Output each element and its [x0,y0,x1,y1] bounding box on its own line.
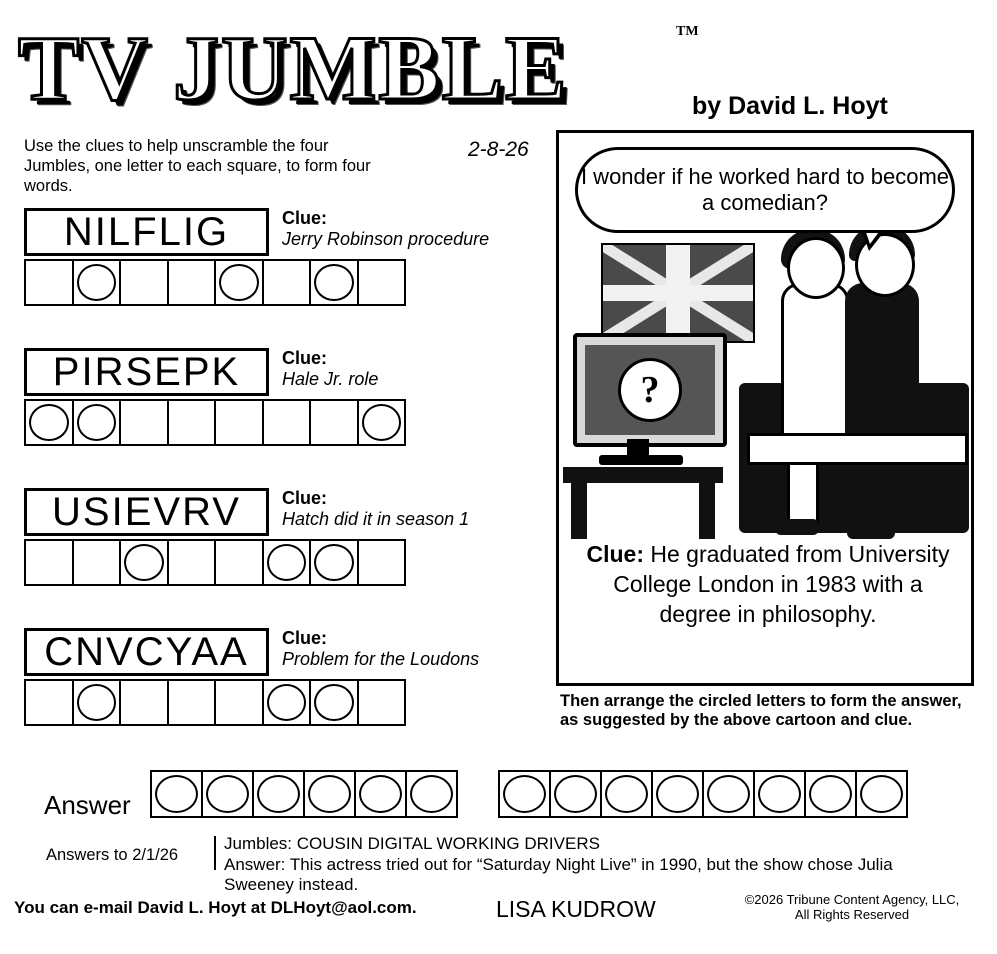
letter-square[interactable] [214,399,264,446]
answer-square[interactable] [804,770,857,818]
letter-square-circled[interactable] [262,539,312,586]
answer-square[interactable] [150,770,203,818]
jumble-squares-4[interactable] [24,679,524,726]
tv-stand-leg [699,483,715,539]
answer-square[interactable] [498,770,551,818]
question-mark-icon: ? [618,358,682,422]
letter-square-circled[interactable] [214,259,264,306]
person-woman-head [787,237,845,299]
jumble-word-4: CNVCYAA [24,628,269,676]
email-line[interactable]: You can e-mail David L. Hoyt at DLHoyt@aol.com. [14,898,417,917]
previous-solution [224,834,924,896]
previous-answer: Answer: This actress tried out for “Saturday Night Live” in 1990, but the show chose Julia Sweeney instead. [224,854,893,894]
copyright [732,892,972,922]
answer-square[interactable] [201,770,254,818]
arrange-instruction: Then arrange the circled letters to form the answer, as suggested by the above cartoon and clue. [560,692,962,729]
cartoon-clue [577,539,959,629]
answer-square[interactable] [702,770,755,818]
jumble-squares-3[interactable] [24,539,524,586]
answers-to-label: Answers to 2/1/26 [46,846,179,864]
union-jack-flag-icon [601,243,755,343]
person-woman-body [781,283,849,449]
letter-square[interactable] [167,399,217,446]
television-icon [573,333,727,447]
couch-seat [747,433,968,465]
person-woman-shoe [775,519,819,535]
tv-base [599,455,683,465]
answer-square[interactable] [405,770,458,818]
jumble-word-1: NILFLIG [24,208,269,256]
jumble-clue-2 [282,348,544,390]
answer-squares-group-1[interactable] [150,770,458,818]
answer-square[interactable] [651,770,704,818]
copyright-line-2: All Rights Reserved [794,907,910,922]
cartoon-panel [556,130,974,686]
clue-label: Clue: [282,348,327,368]
letter-square-circled[interactable] [24,399,74,446]
letter-square-circled[interactable] [309,259,359,306]
jumble-word-2: PIRSEPK [24,348,269,396]
letter-square[interactable] [262,259,312,306]
person-man-body [845,283,919,448]
letter-square[interactable] [214,539,264,586]
copyright-line-1: ©2026 Tribune Content Agency, LLC, [744,892,960,907]
cartoon-clue-text: He graduated from University College London in 1983 with a degree in philosophy. [613,541,950,627]
letter-square[interactable] [119,259,169,306]
jumble-squares-2[interactable] [24,399,524,446]
letter-square[interactable] [167,679,217,726]
tv-stand-leg [571,483,587,539]
letter-square-circled[interactable] [72,399,122,446]
clue-text: Jerry Robinson procedure [282,229,490,249]
jumble-word-3: USIEVRV [24,488,269,536]
letter-square[interactable] [72,539,122,586]
byline: by David L. Hoyt [692,92,888,120]
jumble-clue-1 [282,208,544,250]
answer-square[interactable] [354,770,407,818]
answer-label: Answer [44,790,131,820]
instructions-text: Use the clues to help unscramble the four Jumbles, one letter to each square, to form four words. [24,137,371,195]
jumble-squares-1[interactable] [24,259,524,306]
answer-square[interactable] [753,770,806,818]
letter-square[interactable] [119,679,169,726]
clue-text: Problem for the Loudons [282,649,480,669]
trademark-symbol: TM [676,24,699,39]
letter-square[interactable] [24,539,74,586]
final-answer: LISA KUDROW [496,896,656,922]
letter-square-circled[interactable] [309,539,359,586]
person-man-shoe [847,523,895,539]
letter-square[interactable] [357,259,407,306]
footer-divider [214,836,216,870]
answer-square[interactable] [549,770,602,818]
letter-square-circled[interactable] [357,399,407,446]
answer-square[interactable] [303,770,356,818]
clue-text: Hale Jr. role [282,369,379,389]
title-text: TV JUMBLE [18,17,569,119]
page-title [18,18,708,118]
letter-square-circled[interactable] [72,259,122,306]
letter-square-circled[interactable] [309,679,359,726]
letter-square[interactable] [214,679,264,726]
letter-square-circled[interactable] [262,679,312,726]
answer-square[interactable] [252,770,305,818]
previous-jumbles: Jumbles: COUSIN DIGITAL WORKING DRIVERS [224,834,600,853]
letter-square[interactable] [309,399,359,446]
letter-square[interactable] [357,679,407,726]
answer-square[interactable] [600,770,653,818]
cartoon-clue-label: Clue: [586,541,644,567]
letter-square[interactable] [119,399,169,446]
tv-stand [563,467,723,483]
tv-screen [585,345,715,435]
letter-square[interactable] [262,399,312,446]
answer-squares-group-2[interactable] [498,770,908,818]
letter-square-circled[interactable] [72,679,122,726]
clue-label: Clue: [282,488,327,508]
letter-square[interactable] [167,259,217,306]
letter-square[interactable] [24,259,74,306]
clue-text: Hatch did it in season 1 [282,509,470,529]
clue-label: Clue: [282,628,327,648]
letter-square-circled[interactable] [119,539,169,586]
puzzle-date: 2-8-26 [468,138,529,161]
jumble-clue-4 [282,628,552,670]
speech-bubble: I wonder if he worked hard to become a comedian? [575,147,955,233]
letter-square[interactable] [357,539,407,586]
letter-square[interactable] [167,539,217,586]
letter-square[interactable] [24,679,74,726]
clue-label: Clue: [282,208,327,228]
answer-square[interactable] [855,770,908,818]
jumble-clue-3 [282,488,552,530]
